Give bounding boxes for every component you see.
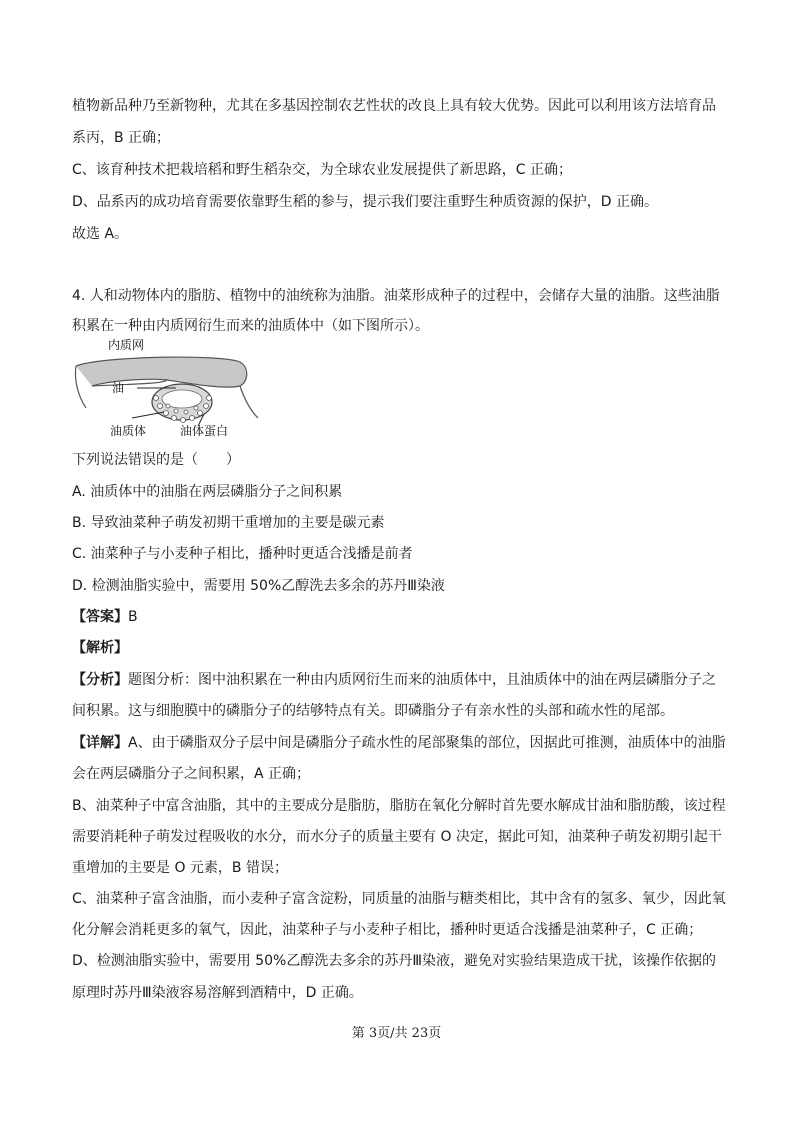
question-stem: 积累在一种由内质网衍生而来的油质体中（如下图所示）。: [72, 318, 429, 334]
label-oleosin: 油体蛋白: [180, 424, 229, 438]
text-line: 系丙，B 正确；: [72, 130, 171, 146]
xiangjie-line: B、油菜种子中富含油脂，其中的主要成分是脂肪，脂肪在氧化分解时首先要水解成甘油和脂肪酸，该过程: [72, 798, 726, 814]
text-line: 植物新品种乃至新物种，尤其在多基因控制农艺性状的改良上具有较大优势。因此可以利用该方法培育品: [72, 98, 716, 114]
question-stem: 4. 人和动物体内的脂肪、植物中的油统称为油脂。油菜形成种子的过程中，会储存大量的油脂。这些油脂: [72, 288, 720, 304]
xiangjie-line: 化分解会消耗更多的氧气，因此，油菜种子与小麦种子相比，播种时更适合浅播是油菜种子，C 正确；: [72, 922, 703, 938]
xiangjie-line: D、检测油脂实验中，需要用 50%乙醇洗去多余的苏丹Ⅲ染液，避免对实验结果造成干扰，该操作依据的: [72, 953, 716, 969]
answer-line: [72, 607, 138, 627]
fenxi-line: [72, 670, 716, 690]
text-line: 故选 A。: [72, 226, 129, 242]
option-b: B. 导致油菜种子萌发初期干重增加的主要是碳元素: [72, 515, 385, 531]
xiangjie-line: 需要消耗种子萌发过程吸收的水分，而水分子的质量主要有 O 决定，据此可知，油菜种子萌发初期引起干: [72, 829, 722, 845]
fenxi-tag: 【分析】: [72, 672, 128, 688]
xiangjie-line: 会在两层磷脂分子之间积累，A 正确；: [72, 766, 311, 782]
xiangjie-line: C、油菜种子富含油脂，而小麦种子富含淀粉，同质量的油脂与糖类相比，其中含有的氢多、氧少，因此氧: [72, 891, 726, 907]
oil-body-diagram: [72, 336, 272, 444]
answer-value: B: [128, 609, 138, 625]
fenxi-line: 间积累。这与细胞膜中的磷脂分子的结够特点有关。即磷脂分子有亲水性的头部和疏水性的尾部。: [72, 703, 674, 719]
text-line: D、品系丙的成功培育需要依靠野生稻的参与，提示我们要注重野生种质资源的保护，D 正确。: [72, 194, 659, 210]
xiangjie-text: A、由于磷脂双分子层中间是磷脂分子疏水性的尾部聚集的部位，因据此可推测，油质体中的油脂: [128, 735, 726, 751]
answer-tag: 【答案】: [72, 609, 128, 625]
option-d: D. 检测油脂实验中，需要用 50%乙醇洗去多余的苏丹Ⅲ染液: [72, 578, 445, 594]
xiangjie-line: 重增加的主要是 O 元素，B 错误；: [72, 860, 288, 876]
analysis-tag: 【解析】: [72, 640, 128, 656]
xiangjie-line: [72, 733, 726, 753]
xiangjie-line: 原理时苏丹Ⅲ染液容易溶解到酒精中，D 正确。: [72, 985, 363, 1001]
page-number: 第 3页/共 23页: [351, 1026, 442, 1041]
option-a: A. 油质体中的油脂在两层磷脂分子之间积累: [72, 484, 343, 500]
option-c: C. 油菜种子与小麦种子相比，播种时更适合浅播是前者: [72, 546, 413, 562]
oil-body-figure: [72, 336, 272, 444]
text-line: C、该育种技术把栽培稻和野生稻杂交，为全球农业发展提供了新思路，C 正确；: [72, 162, 572, 178]
label-oil-body: 油质体: [110, 424, 147, 438]
xiangjie-tag: 【详解】: [72, 735, 128, 751]
label-oil: 油: [112, 381, 125, 395]
label-er: 内质网: [108, 338, 145, 352]
question-prompt: 下列说法错误的是（ ）: [72, 452, 240, 468]
analysis-heading: [72, 638, 128, 658]
fenxi-text: 题图分析：图中油积累在一种由内质网衍生而来的油质体中，且油质体中的油在两层磷脂分子之: [128, 672, 716, 688]
